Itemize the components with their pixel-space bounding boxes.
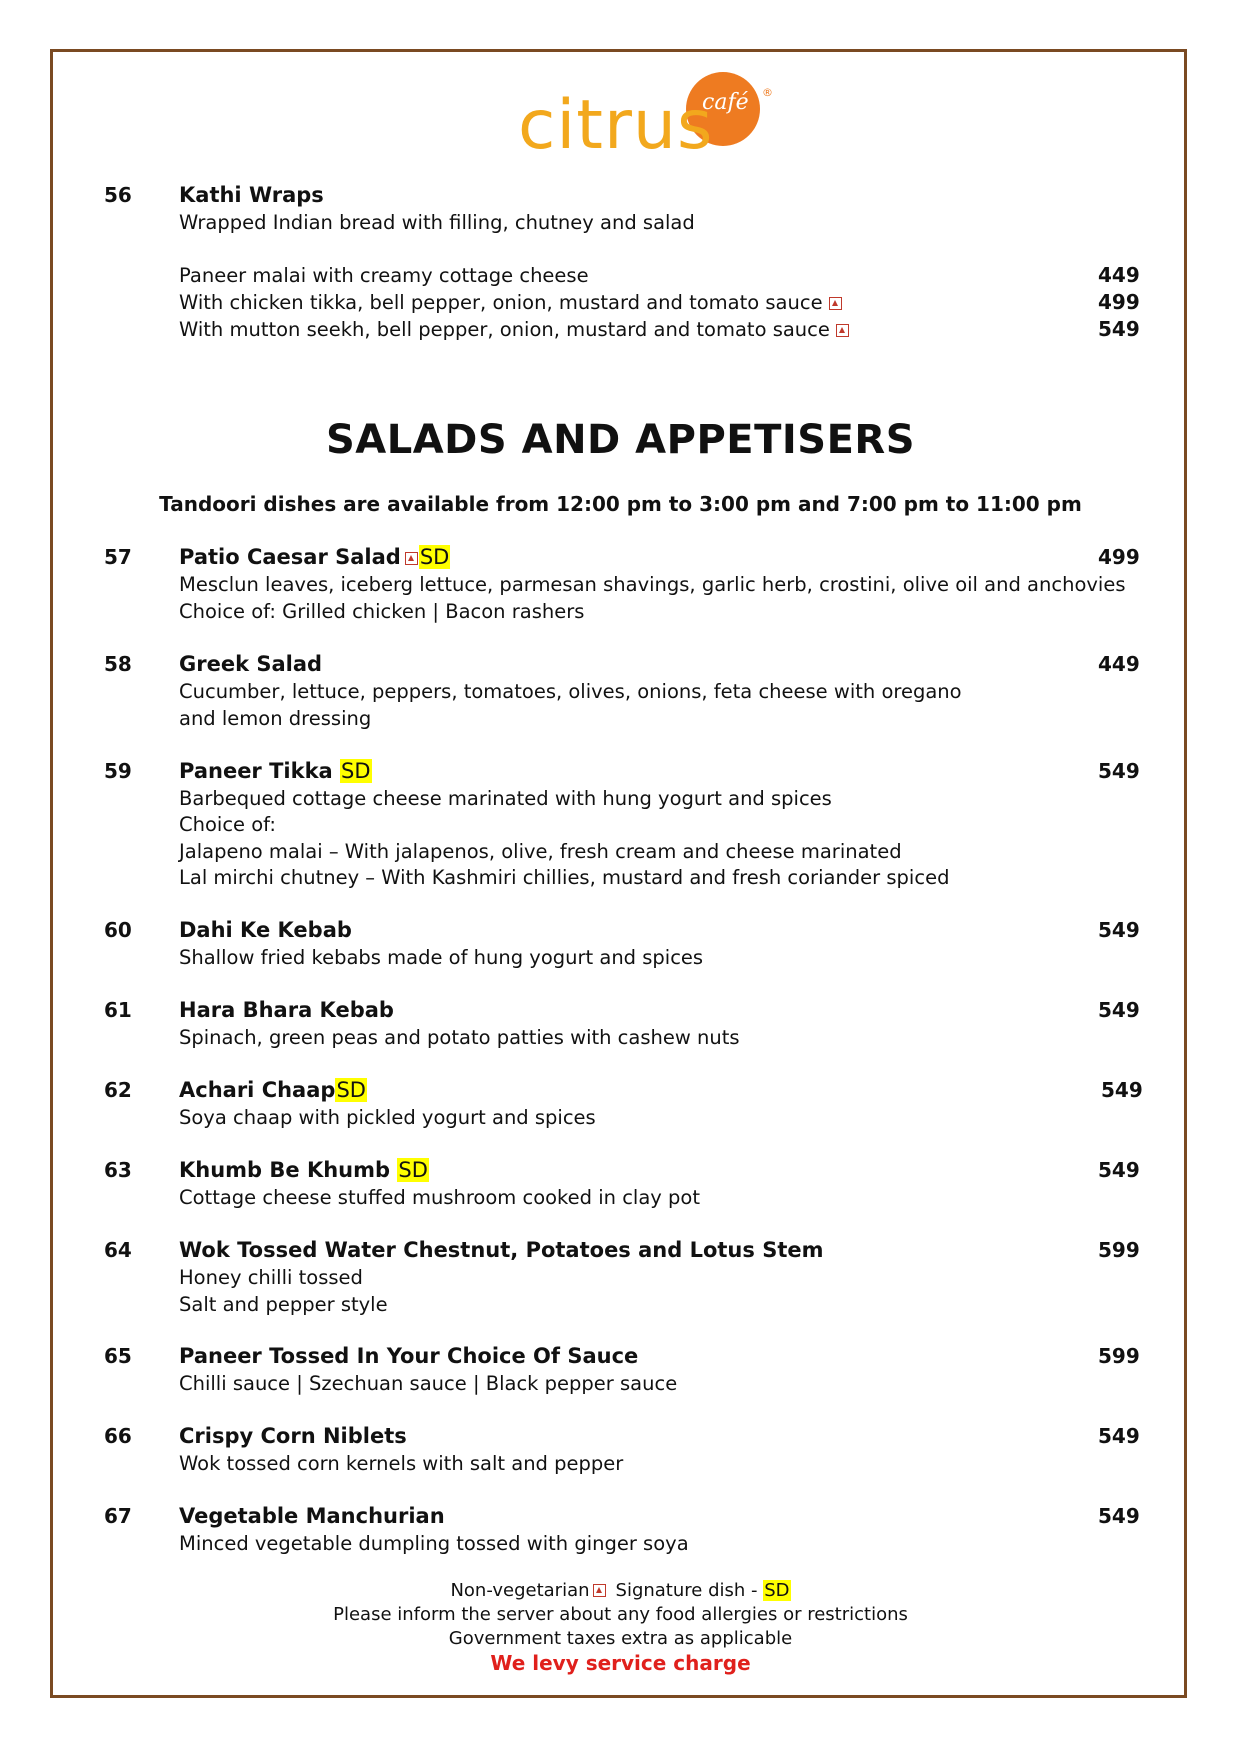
item-description: Soya chaap with pickled yogurt and spices xyxy=(179,1106,596,1129)
item-description: Lal mirchi chutney – With Kashmiri chillies, mustard and fresh coriander spiced xyxy=(179,866,950,889)
footer-legend xyxy=(0,1579,1241,1603)
item-name: Vegetable Manchurian xyxy=(179,1504,445,1528)
item-description: Wok tossed corn kernels with salt and pepper xyxy=(179,1452,624,1475)
item-name: Paneer Tikka SD xyxy=(179,759,371,783)
non-veg-icon xyxy=(593,1584,606,1597)
item-description: Barbequed cottage cheese marinated with hung yogurt and spices xyxy=(179,787,832,810)
item-number: 63 xyxy=(104,1158,132,1182)
signature-dish-badge: SD xyxy=(341,759,371,783)
item-description: Honey chilli tossed xyxy=(179,1266,363,1289)
legend-nonveg-label: Non-vegetarian xyxy=(450,1580,590,1601)
wrap-option-price: 499 xyxy=(1098,290,1140,314)
item-description: Mesclun leaves, iceberg lettuce, parmesan shavings, garlic herb, crostini, olive oil and anchovies xyxy=(179,573,1126,596)
item-number: 56 xyxy=(104,183,132,207)
tax-note: Government taxes extra as applicable xyxy=(448,1628,793,1649)
item-price: 549 xyxy=(1098,759,1140,783)
item-number: 66 xyxy=(104,1424,132,1448)
item-number: 61 xyxy=(104,998,132,1022)
citrus-cafe-logo xyxy=(518,72,778,172)
item-number: 67 xyxy=(104,1504,132,1528)
wrap-option: With mutton seekh, bell pepper, onion, mustard and tomato sauce xyxy=(179,316,849,343)
item-description: Cottage cheese stuffed mushroom cooked in clay pot xyxy=(179,1186,700,1209)
item-number: 57 xyxy=(104,545,132,569)
item-price: 549 xyxy=(1098,1504,1140,1528)
item-number: 59 xyxy=(104,759,132,783)
non-veg-icon xyxy=(829,297,842,310)
item-description: Wrapped Indian bread with filling, chutney and salad xyxy=(179,211,695,234)
item-name: Paneer Tossed In Your Choice Of Sauce xyxy=(179,1344,639,1368)
item-number: 65 xyxy=(104,1344,132,1368)
non-veg-icon xyxy=(836,324,849,337)
item-description: Salt and pepper style xyxy=(179,1293,388,1316)
wrap-option-price: 549 xyxy=(1098,317,1140,341)
item-description: Minced vegetable dumpling tossed with ginger soya xyxy=(179,1532,689,1555)
legend-sd-label: Signature dish - xyxy=(615,1580,758,1601)
item-number: 62 xyxy=(104,1078,132,1102)
item-description: Spinach, green peas and potato patties with cashew nuts xyxy=(179,1026,740,1049)
wrap-option: With chicken tikka, bell pepper, onion, mustard and tomato sauce xyxy=(179,289,842,316)
item-number: 58 xyxy=(104,652,132,676)
signature-dish-badge: SD xyxy=(764,1580,790,1601)
signature-dish-badge: SD xyxy=(419,545,450,569)
service-charge-note: We levy service charge xyxy=(490,1651,751,1675)
item-price: 549 xyxy=(1098,918,1140,942)
item-price: 449 xyxy=(1098,652,1140,676)
item-description: Choice of: xyxy=(179,813,276,836)
item-number: 64 xyxy=(104,1238,132,1262)
signature-dish-badge: SD xyxy=(398,1158,428,1182)
logo-cafe-text: café xyxy=(702,90,749,115)
item-description: Choice of: Grilled chicken | Bacon rashers xyxy=(179,600,585,623)
item-name: Khumb Be Khumb SD xyxy=(179,1158,428,1182)
signature-dish-badge: SD xyxy=(336,1078,366,1102)
item-name: Wok Tossed Water Chestnut, Potatoes and Lotus Stem xyxy=(179,1238,824,1262)
section-heading: SALADS AND APPETISERS xyxy=(325,417,916,463)
item-name: Crispy Corn Niblets xyxy=(179,1424,407,1448)
logo-wordmark: citrus xyxy=(518,86,714,165)
item-name: Kathi Wraps xyxy=(179,183,324,207)
item-description: Chilli sauce | Szechuan sauce | Black pepper sauce xyxy=(179,1372,678,1395)
item-price: 599 xyxy=(1098,1344,1140,1368)
item-price: 549 xyxy=(1098,998,1140,1022)
item-number: 60 xyxy=(104,918,132,942)
item-description: Shallow fried kebabs made of hung yogurt and spices xyxy=(179,946,704,969)
item-price: 499 xyxy=(1098,545,1140,569)
item-description: and lemon dressing xyxy=(179,707,372,730)
item-name: Dahi Ke Kebab xyxy=(179,918,352,942)
item-description: Jalapeno malai – With jalapenos, olive, fresh cream and cheese marinated xyxy=(179,840,902,863)
item-name: Achari ChaapSD xyxy=(179,1078,366,1102)
item-name: Greek Salad xyxy=(179,652,323,676)
allergy-note: Please inform the server about any food allergies or restrictions xyxy=(333,1604,908,1625)
item-price: 549 xyxy=(1098,1158,1140,1182)
item-price: 549 xyxy=(1098,1424,1140,1448)
logo-registered-mark: ® xyxy=(762,86,773,99)
wrap-option: Paneer malai with creamy cottage cheese xyxy=(179,264,589,287)
item-name: Hara Bhara Kebab xyxy=(179,998,394,1022)
item-name: Patio Caesar Salad SD xyxy=(179,545,450,569)
non-veg-icon xyxy=(405,552,418,565)
tandoori-timing-note: Tandoori dishes are available from 12:00 pm to 3:00 pm and 7:00 pm to 11:00 pm xyxy=(159,492,1082,516)
item-price: 549 xyxy=(1101,1078,1143,1102)
item-price: 599 xyxy=(1098,1238,1140,1262)
wrap-option-price: 449 xyxy=(1098,263,1140,287)
item-description: Cucumber, lettuce, peppers, tomatoes, olives, onions, feta cheese with oregano xyxy=(179,680,962,703)
